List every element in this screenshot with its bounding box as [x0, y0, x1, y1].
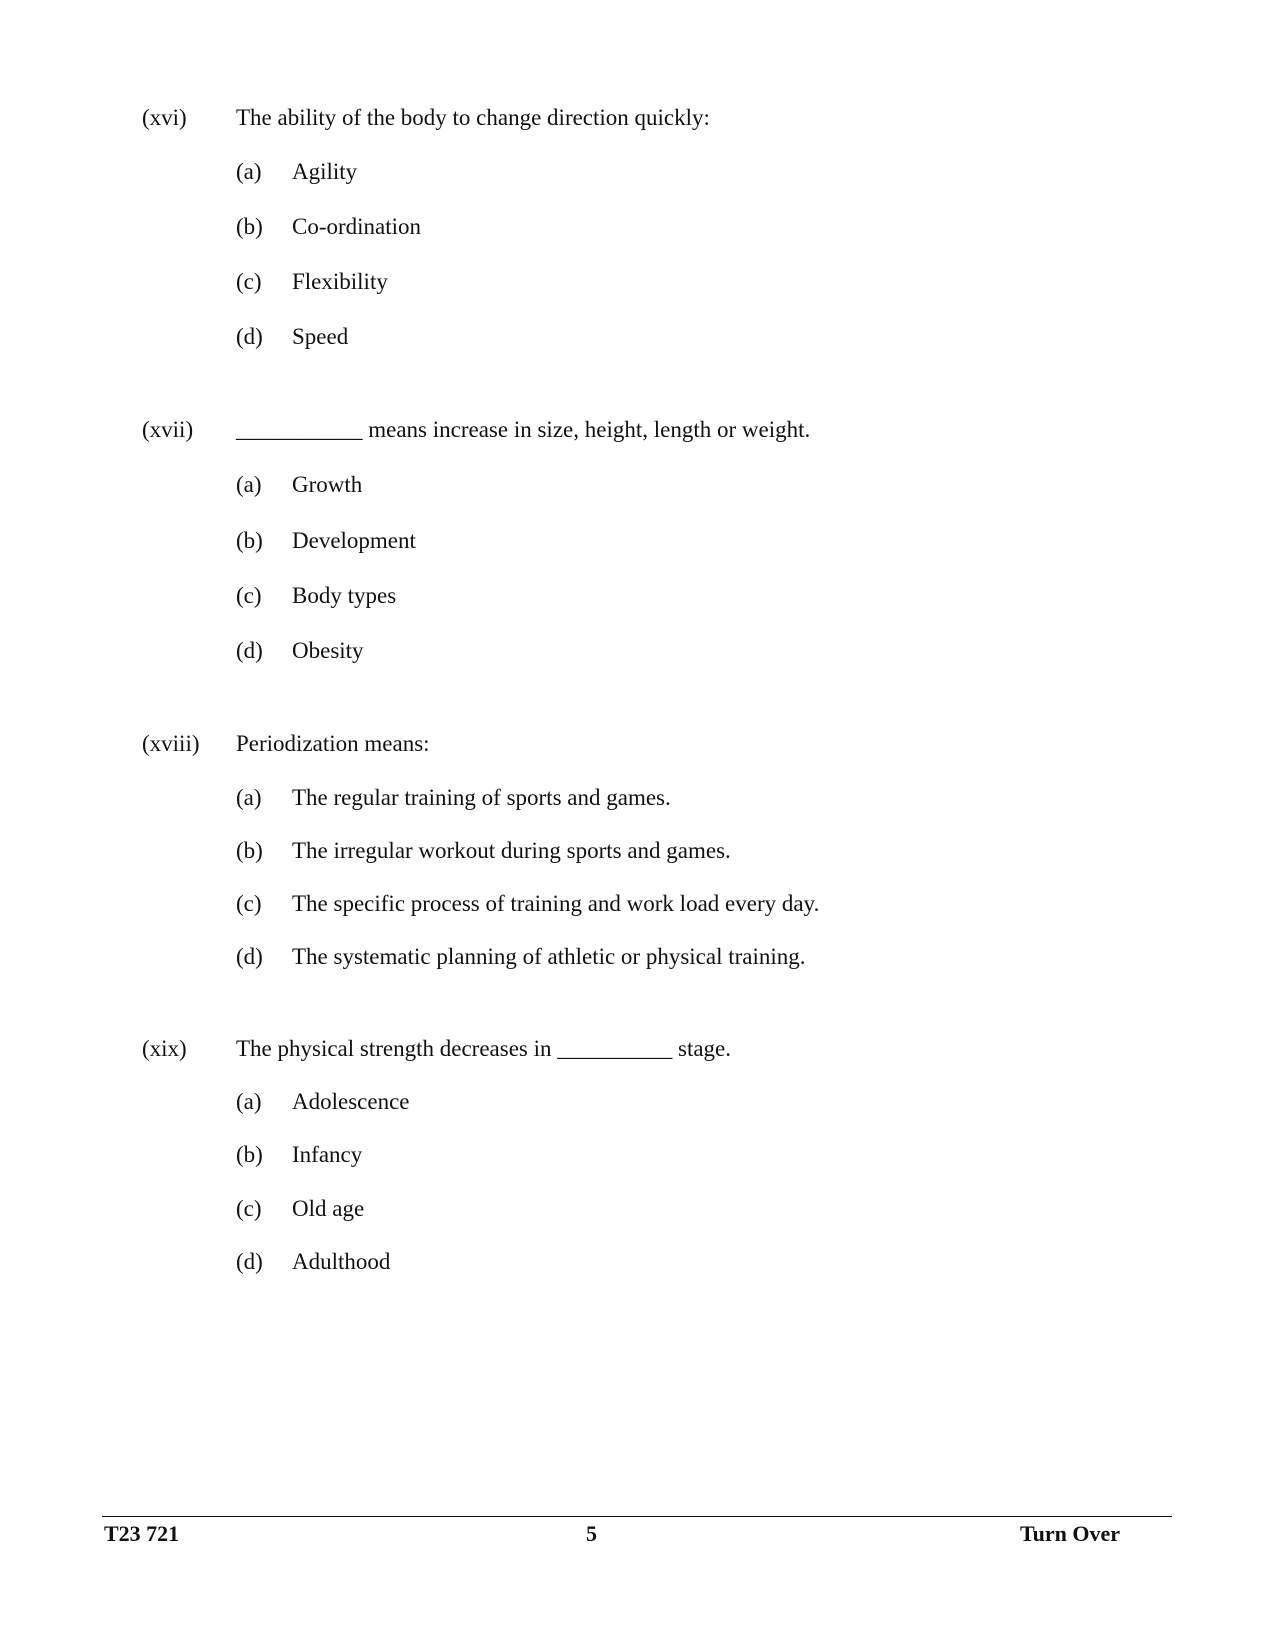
option-label: (c) [236, 269, 262, 294]
question-text: The ability of the body to change direction quickly: [236, 105, 710, 130]
option-xviii-d [0, 942, 1275, 972]
option-xvii-b [0, 526, 1275, 556]
option-text: Adulthood [292, 1249, 391, 1274]
option-xvi-b [0, 212, 1275, 242]
option-xvii-c [0, 581, 1275, 611]
question-text: The physical strength decreases in __________ stage. [236, 1036, 732, 1061]
option-label: (a) [236, 1089, 262, 1114]
question-number: (xix) [142, 1036, 187, 1061]
option-label: (c) [236, 891, 262, 916]
option-text: The irregular workout during sports and games. [292, 838, 731, 863]
option-text: Obesity [292, 638, 364, 663]
option-text: The regular training of sports and games. [292, 785, 671, 810]
option-text: Body types [292, 583, 397, 608]
option-text: The systematic planning of athletic or physical training. [292, 944, 806, 969]
option-text: Old age [292, 1196, 365, 1221]
option-xviii-c [0, 889, 1275, 919]
question-text: Periodization means: [236, 731, 430, 756]
option-xviii-b [0, 836, 1275, 866]
option-label: (d) [236, 324, 263, 349]
option-xix-b [0, 1140, 1275, 1170]
option-text: Agility [292, 159, 358, 184]
option-label: (a) [236, 785, 262, 810]
question-number: (xvii) [142, 417, 194, 442]
footer-divider [102, 1516, 1172, 1517]
option-xvi-a [0, 157, 1275, 187]
option-xvii-a [0, 470, 1275, 500]
question-number: (xvi) [142, 105, 187, 130]
option-xvi-c [0, 267, 1275, 297]
option-label: (d) [236, 944, 263, 969]
option-xix-c [0, 1194, 1275, 1224]
option-text: Growth [292, 472, 363, 497]
option-text: Speed [292, 324, 349, 349]
option-text: Co-ordination [292, 214, 422, 239]
option-label: (b) [236, 838, 263, 863]
option-label: (b) [236, 528, 263, 553]
paper-code: T23 721 [104, 1521, 180, 1546]
turn-over-note: Turn Over [1020, 1521, 1121, 1546]
option-xviii-a [0, 783, 1275, 813]
option-label: (b) [236, 214, 263, 239]
option-text: Flexibility [292, 269, 388, 294]
option-label: (d) [236, 1249, 263, 1274]
option-text: The specific process of training and work load every day. [292, 891, 820, 916]
option-text: Adolescence [292, 1089, 410, 1114]
option-label: (b) [236, 1142, 263, 1167]
option-label: (d) [236, 638, 263, 663]
option-xvi-d [0, 322, 1275, 352]
option-text: Infancy [292, 1142, 363, 1167]
option-label: (a) [236, 472, 262, 497]
option-label: (c) [236, 583, 262, 608]
option-label: (c) [236, 1196, 262, 1221]
option-text: Development [292, 528, 416, 553]
option-xvii-d [0, 636, 1275, 666]
question-text: ___________ means increase in size, height, length or weight. [236, 417, 811, 442]
option-label: (a) [236, 159, 262, 184]
question-number: (xviii) [142, 731, 200, 756]
option-xix-d [0, 1247, 1275, 1277]
page-number: 5 [586, 1521, 597, 1546]
option-xix-a [0, 1087, 1275, 1117]
